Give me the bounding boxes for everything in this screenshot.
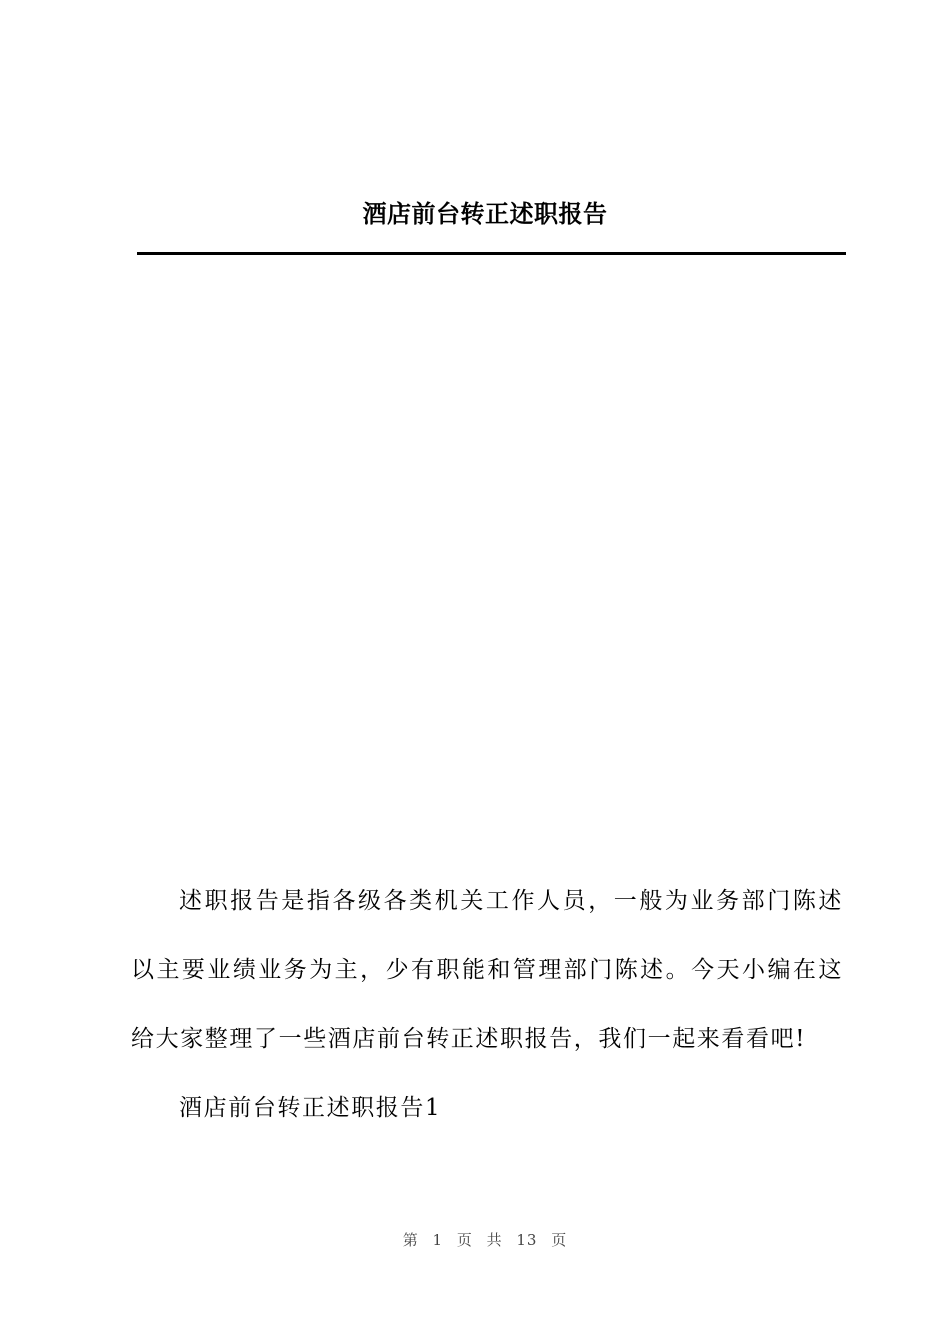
title-underline (137, 252, 846, 255)
page-footer: 第 1 页 共 13 页 (402, 1231, 568, 1249)
section-heading: 酒店前台转正述职报告1 (179, 1095, 442, 1121)
document-body (131, 867, 843, 1143)
intro-paragraph: 述职报告是指各级各类机关工作人员，一般为业务部门陈述以主要业绩业务为主，少有职能和管理部门陈述。今天小编在这给大家整理了一些酒店前台转正述职报告，我们一起来看看吧! (131, 888, 843, 1052)
document-title: 酒店前台转正述职报告 (362, 200, 608, 228)
